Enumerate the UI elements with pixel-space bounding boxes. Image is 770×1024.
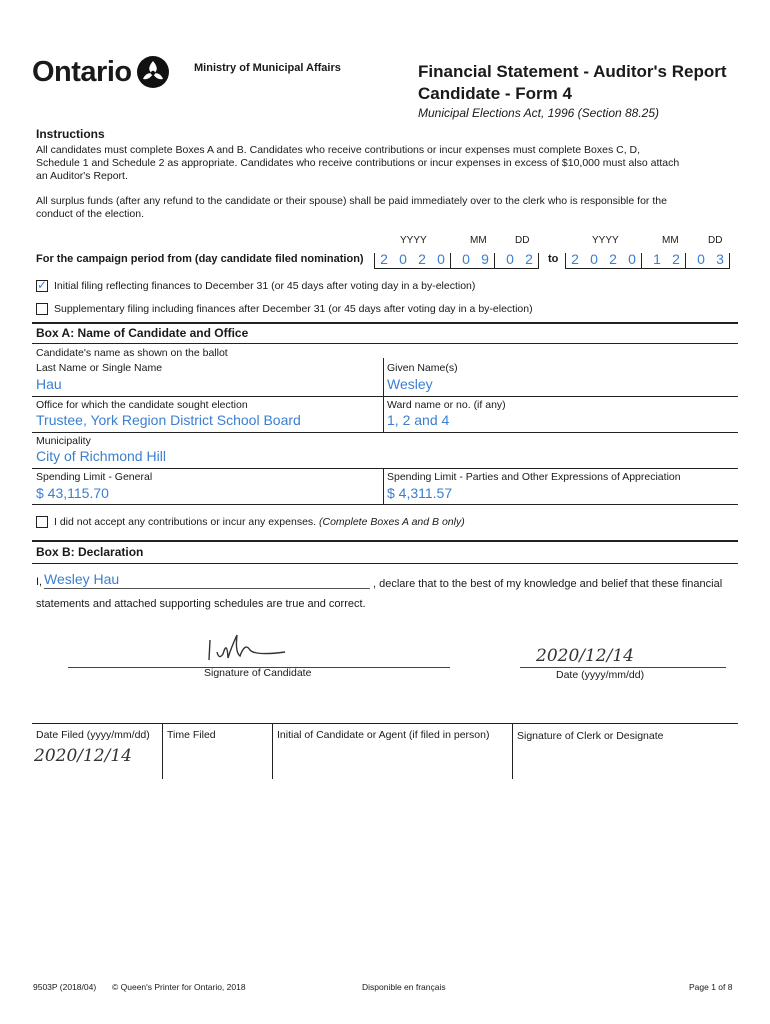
date-digit: 0 (590, 251, 598, 267)
declarant-underline (44, 588, 370, 589)
digit-divider (538, 253, 539, 269)
date-line (520, 667, 726, 668)
row-rule-4 (32, 504, 738, 505)
form-number: 9503P (2018/04) (33, 982, 97, 992)
municipality-label: Municipality (36, 435, 91, 447)
ward-field[interactable]: 1, 2 and 4 (387, 412, 450, 428)
declarant-name-field[interactable]: Wesley Hau (44, 571, 120, 587)
given-name-label: Given Name(s) (387, 362, 458, 374)
from-dd-header: DD (515, 235, 530, 246)
date-filed-label: Date Filed (yyyy/mm/dd) (36, 729, 150, 741)
date-digit: 0 (628, 251, 636, 267)
form-subtitle: Candidate - Form 4 (418, 84, 572, 103)
date-digit: 2 (418, 251, 426, 267)
campaign-period-label: For the campaign period from (day candidate filed nomination) (36, 253, 364, 265)
time-filed-label: Time Filed (167, 729, 216, 741)
to-mm-header: MM (662, 235, 679, 246)
box-a-heading: Box A: Name of Candidate and Office (36, 326, 249, 340)
copyright: © Queen's Printer for Ontario, 2018 (112, 982, 246, 992)
spending-limit-general-field[interactable]: $ 43,115.70 (36, 485, 109, 501)
date-digit: 2 (609, 251, 617, 267)
form-title: Financial Statement - Auditor's Report (418, 62, 727, 81)
page-number: Page 1 of 8 (689, 982, 733, 992)
office-divider (383, 396, 384, 432)
candidate-signature (195, 630, 305, 670)
initial-agent-label: Initial of Candidate or Agent (if filed in person) (277, 729, 490, 741)
row-rule-2 (32, 432, 738, 433)
instructions-paragraph-2: All surplus funds (after any refund to the candidate or their spouse) shall be paid immediately over to the clerk who is responsible for the conduct of the election. (36, 195, 667, 220)
date-digit: 2 (525, 251, 533, 267)
given-name-field[interactable]: Wesley (387, 376, 433, 392)
date-label: Date (yyyy/mm/dd) (556, 669, 645, 681)
filing-col-divider-3 (512, 723, 513, 779)
date-digit: 1 (653, 251, 661, 267)
row-rule-3 (32, 468, 738, 469)
declaration-text-2: statements and attached supporting schedules are true and correct. (36, 598, 366, 610)
box-b-heading: Box B: Declaration (36, 545, 144, 559)
supplementary-filing-label: Supplementary filing including finances after December 31 (or 45 days after voting day in a by-election) (54, 303, 533, 315)
declaration-text: , declare that to the best of my knowledge and belief that these financial (373, 578, 723, 590)
no-contributions-text: I did not accept any contributions or incur any expenses. (54, 516, 317, 528)
digit-divider (729, 253, 730, 269)
digit-divider (641, 253, 642, 269)
filing-table-top-rule (32, 723, 738, 724)
from-mm-header: MM (470, 235, 487, 246)
spending-limit-general-label: Spending Limit - General (36, 471, 153, 483)
ministry-name: Ministry of Municipal Affairs (194, 62, 341, 74)
date-digit: 2 (571, 251, 579, 267)
date-digit: 3 (716, 251, 724, 267)
row-rule-1 (32, 396, 738, 397)
spending-limit-parties-label: Spending Limit - Parties and Other Expressions of Appreciation (387, 471, 681, 483)
box-b-heading-rule (32, 563, 738, 564)
digit-divider (685, 253, 686, 269)
act-reference: Municipal Elections Act, 1996 (Section 88.25) (418, 106, 660, 120)
limit-divider (383, 468, 384, 504)
initial-filing-checkbox[interactable] (36, 280, 48, 292)
no-contributions-checkbox[interactable] (36, 516, 48, 528)
date-digit: 2 (672, 251, 680, 267)
filing-col-divider-2 (272, 723, 273, 779)
digit-divider (565, 253, 566, 269)
to-yyyy-header: YYYY (592, 235, 619, 246)
digit-divider (374, 253, 375, 269)
date-digit: 9 (481, 251, 489, 267)
municipality-field[interactable]: City of Richmond Hill (36, 448, 166, 464)
office-field[interactable]: Trustee, York Region District School Board (36, 412, 301, 428)
digit-baseline (374, 268, 539, 269)
name-divider (383, 358, 384, 396)
spending-limit-parties-field[interactable]: $ 4,311.57 (387, 485, 453, 501)
ontario-wordmark: Ontario (32, 55, 132, 88)
supplementary-filing-checkbox[interactable] (36, 303, 48, 315)
ballot-name-label: Candidate's name as shown on the ballot (36, 347, 228, 359)
clerk-signature-label: Signature of Clerk or Designate (517, 730, 664, 742)
no-contributions-note: (Complete Boxes A and B only) (319, 516, 465, 528)
no-contributions-label (54, 516, 465, 528)
office-label: Office for which the candidate sought election (36, 399, 248, 411)
ward-label: Ward name or no. (if any) (387, 399, 506, 411)
box-a-top-rule (32, 322, 738, 324)
date-digit: 2 (380, 251, 388, 267)
trillium-icon (136, 55, 170, 89)
date-digit: 0 (399, 251, 407, 267)
date-digit: 0 (506, 251, 514, 267)
last-name-field[interactable]: Hau (36, 376, 62, 392)
signature-label: Signature of Candidate (204, 667, 312, 679)
to-date-field[interactable] (565, 247, 735, 269)
ontario-logo (32, 55, 170, 89)
instructions-paragraph-1: All candidates must complete Boxes A and B. Candidates who receive contributions or incur expenses must complete Boxes C, D, Schedule 1 and Schedule 2 as appropriate. Candidates who receive contributions or incur expenses in excess of $10,000 must also attach an Auditor's Report. (36, 144, 680, 182)
date-digit: 0 (462, 251, 470, 267)
date-digit: 0 (437, 251, 445, 267)
from-yyyy-header: YYYY (400, 235, 427, 246)
to-dd-header: DD (708, 235, 723, 246)
date-digit: 0 (697, 251, 705, 267)
from-date-field[interactable] (374, 247, 544, 269)
french-availability: Disponible en français (362, 982, 446, 992)
checkmark-icon: ✓ (37, 278, 48, 292)
initial-filing-label: Initial filing reflecting finances to December 31 (or 45 days after voting day in a by-election) (54, 280, 476, 292)
filing-col-divider-1 (162, 723, 163, 779)
date-filed-value[interactable]: 2020/12/14 (34, 746, 132, 766)
digit-baseline (565, 268, 730, 269)
digit-divider (450, 253, 451, 269)
to-label: to (548, 253, 559, 265)
box-b-top-rule (32, 540, 738, 542)
instructions-heading: Instructions (36, 127, 105, 141)
declarant-prefix: I, (36, 576, 43, 588)
last-name-label: Last Name or Single Name (36, 362, 163, 374)
declaration-date-value[interactable]: 2020/12/14 (536, 646, 634, 666)
box-a-heading-rule (32, 343, 738, 344)
digit-divider (494, 253, 495, 269)
